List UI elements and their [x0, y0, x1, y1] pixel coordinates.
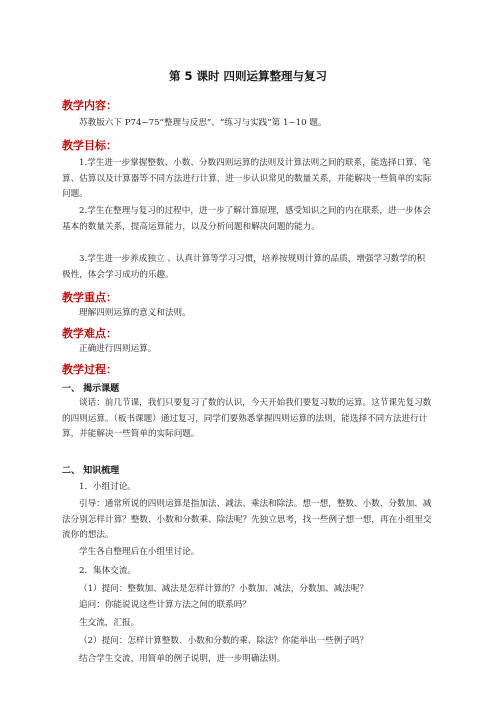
question-2-follow: 结合学生交流，用简单的例子说明，进一步明确法则。	[79, 654, 286, 664]
students-organize: 学生各自整理后在小组里讨论。	[79, 547, 200, 557]
part1-text: 谈话：前几节课，我们只要复习了数的认识，今天开始我们要复习数的运算。这节课先复习数的四则运算。（板书课题）通过复习，同学们要熟悉掌握四则运算的法则，能选择不同方法进行计算，并能解决一些简单的实际问题。	[62, 398, 432, 439]
content-heading: 教学内容：	[62, 99, 117, 112]
goal-3: 3.学生进一步养成独立 、认真计算等学习习惯，培养按规则计算的品质，增强学习数学的积极性，体会学习成功的乐趣。	[62, 254, 426, 280]
difficulty-text: 正确进行四则运算。	[79, 344, 157, 354]
goal-1: 1.学生进一步掌握整数、小数、分数四则运算的法则及计算法则之间的联系，能选择口算、笔算、估算以及计算器等不同方法进行计算，进一步认识常见的数量关系，并能解决一些简单的实际问题。	[62, 158, 432, 199]
question-1-answer: 生交流，汇报。	[79, 618, 140, 628]
question-2: （2）提问：怎样计算整数、小数和分数的乘、除法？你能举出一些例子吗？	[79, 636, 369, 646]
key-heading: 教学重点：	[62, 291, 117, 304]
question-1: （1）提问：整数加、减法是怎样计算的？小数加、减法，分数加、减法呢？	[79, 584, 369, 594]
step-1: 1．小组讨论。	[79, 482, 137, 492]
content-text: 苏教版六下 P74~75“整理与反思”、“练习与实践”第 1~10 题。	[79, 118, 327, 128]
question-1-follow: 追问：你能说说这些计算方法之间的联系吗？	[79, 600, 251, 610]
part2-title: 二、 知识梳理	[62, 466, 120, 476]
part1-title: 一、 揭示课题	[62, 384, 120, 394]
guide-text: 引导：通常所说的四则运算是指加法、减法、乘法和除法。想一想，整数、小数、分数加、减法分别怎样计算？整数、小数和分数乘、除法呢？先独立思考，找一些例子想一想，再在小组里交流你的想法。	[62, 499, 432, 540]
step-2: 2．集体交流。	[79, 566, 137, 576]
goals-heading: 教学目标：	[62, 139, 117, 152]
key-text: 理解四则运算的意义和法则。	[79, 308, 191, 318]
difficulty-heading: 教学难点：	[62, 327, 117, 340]
process-heading: 教学过程：	[62, 363, 117, 376]
goal-2: 2.学生在整理与复习的过程中，进一步了解计算原理，感受知识之间的内在联系，进一步体会基本的数量关系，提高运算能力，以及分析问题和解决问题的能力。	[62, 206, 431, 232]
lesson-title: 第 5 课时 四则运算整理与复习	[168, 69, 327, 83]
